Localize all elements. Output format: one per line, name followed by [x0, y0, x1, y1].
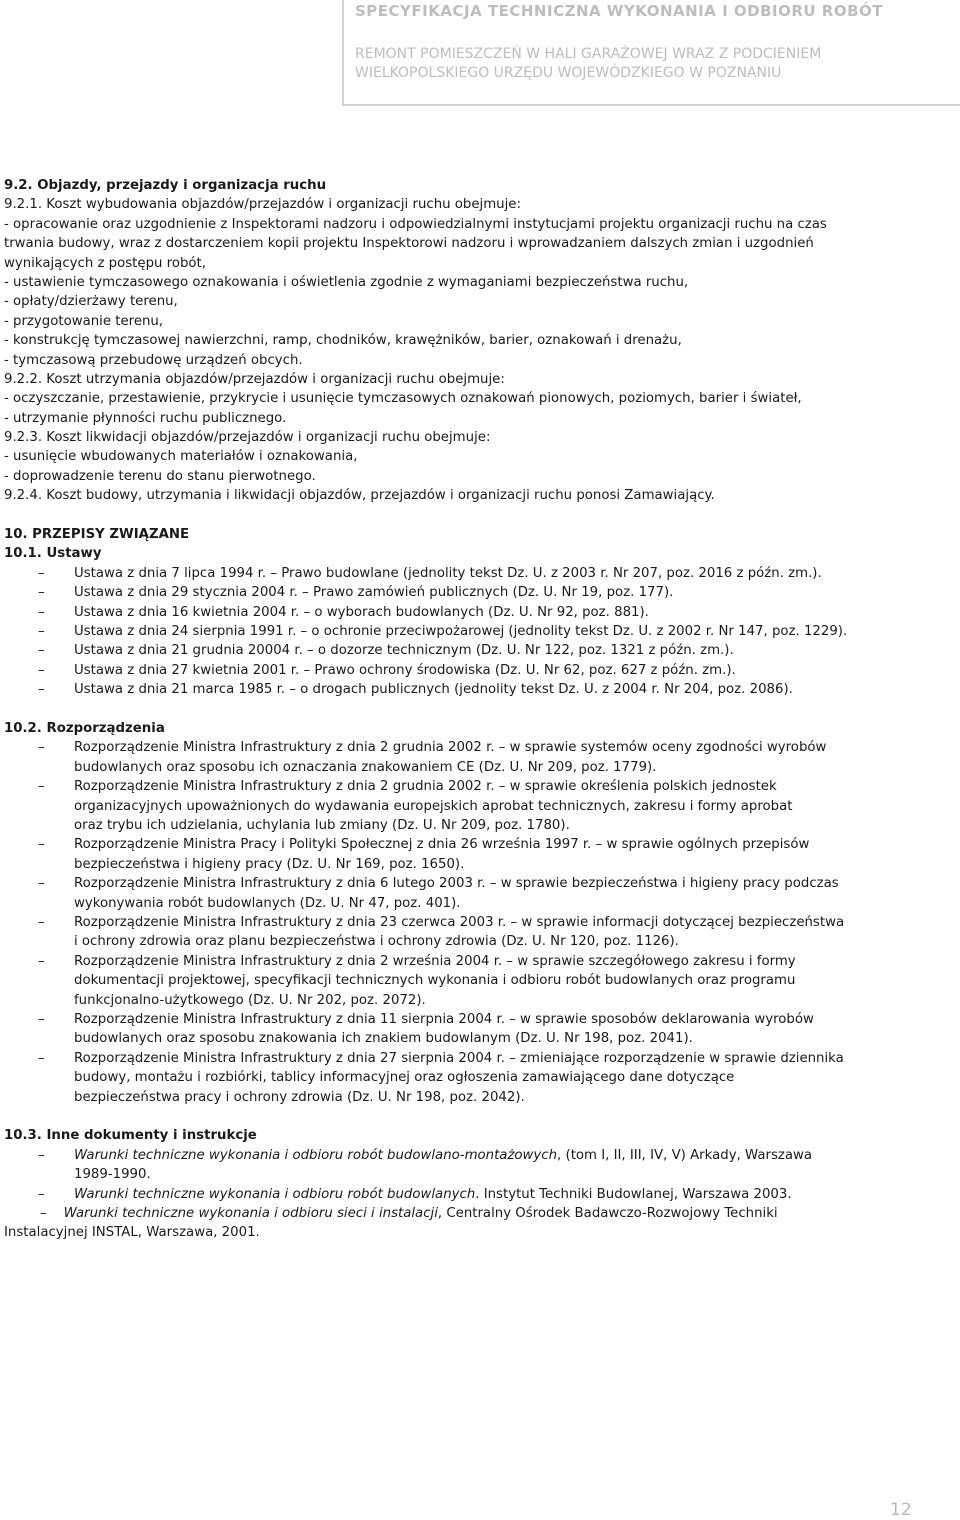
- subsection-heading-inne: 10.3. Inne dokumenty i instrukcje: [4, 1128, 257, 1144]
- list-item: – Ustawa z dnia 27 kwietnia 2001 r. – Prawo ochrony środowiska (Dz. U. Nr 62, poz. 627 z późn. zm.).: [38, 662, 736, 678]
- list-item: – Ustawa z dnia 21 marca 1985 r. – o drogach publicznych (jednolity tekst Dz. U. z 2004 r. Nr 204, poz. 2086).: [38, 682, 793, 698]
- list-item: – Rozporządzenie Ministra Infrastruktury z dnia 6 lutego 2003 r. – w sprawie bezpieczeństwa i higieny pracy podczas wykonywania robót budowlanych (Dz. U. Nr 47, poz. 401).: [38, 876, 839, 911]
- header-divider-vertical: [342, 0, 344, 106]
- list-item: – Rozporządzenie Ministra Infrastruktury z dnia 2 grudnia 2002 r. – w sprawie systemów oceny zgodności wyrobów budowlanych oraz sposobu ich oznaczania znakowaniem CE (Dz. U. Nr 209, poz. 1779).: [38, 740, 827, 775]
- header-divider: [342, 104, 960, 106]
- paragraph-line: - oczyszczanie, przestawienie, przykrycie i usunięcie tymczasowych oznakowań pionowych, poziomych, barier i świateł,: [4, 391, 802, 407]
- list-item: – Warunki techniczne wykonania i odbioru sieci i instalacji, Centralny Ośrodek Badawczo-Rozwojowy Techniki Instalacyjnej INSTAL, Warszawa, 2001.: [4, 1206, 778, 1241]
- paragraph-line: - przygotowanie terenu,: [4, 313, 164, 329]
- paragraph-line: - opracowanie oraz uzgodnienie z Inspektorami nadzoru i odpowiedzialnymi instytucjami projektu organizacji ruchu na czas: [4, 216, 827, 232]
- subsection-heading-rozporzadzenia: 10.2. Rozporządzenia: [4, 720, 165, 736]
- paragraph-line: - utrzymanie płynności ruchu publicznego.: [4, 410, 287, 426]
- paragraph-line: - konstrukcję tymczasowej nawierzchni, ramp, chodników, krawężników, barier, oznakowań i drenażu,: [4, 333, 682, 349]
- paragraph-line: trwania budowy, wraz z dostarczeniem kopii projektu Inspektorowi nadzoru i wprowadzaniem dalszych zmian i uzgodnień: [4, 236, 814, 252]
- document-subtitle-line1: REMONT POMIESZCZEŃ W HALI GARAŻOWEJ WRAZ Z PODCIENIEM: [355, 46, 822, 62]
- page-number: 12: [890, 1500, 912, 1520]
- document-body: [4, 176, 944, 1243]
- paragraph-line: - tymczasową przebudowę urządzeń obcych.: [4, 352, 303, 368]
- list-item: – Warunki techniczne wykonania i odbioru robót budowlano-montażowych, (tom I, II, III, IV, V) Arkady, Warszawa 1989-1990.: [38, 1147, 813, 1183]
- section-heading-9-2: 9.2. Objazdy, przejazdy i organizacja ruchu: [4, 178, 327, 193]
- list-item: – Rozporządzenie Ministra Infrastruktury z dnia 27 sierpnia 2004 r. – zmieniające rozporządzenie w sprawie dziennika budowy, montażu i rozbiórki, tablicy informacyjnej oraz ogłoszenia zamawiającego dane dotyczące bezpieczeństwa pracy i ochrony zdrowia (Dz. U. Nr 198, poz. 2042).: [38, 1050, 844, 1105]
- list-item: – Rozporządzenie Ministra Infrastruktury z dnia 23 czerwca 2003 r. – w sprawie informacji dotyczącej bezpieczeństwa i ochrony zdrowia oraz planu bezpieczeństwa i ochrony zdrowia (Dz. U. Nr 120, poz. 1126).: [38, 914, 845, 950]
- document-subtitle-line2: WIELKOPOLSKIEGO URZĘDU WOJEWÓDZKIEGO W POZNANIU: [355, 65, 782, 81]
- list-item: – Ustawa z dnia 29 stycznia 2004 r. – Prawo zamówień publicznych (Dz. U. Nr 19, poz. 177).: [38, 585, 674, 601]
- paragraph-line: 9.2.1. Koszt wybudowania objazdów/przejazdów i organizacji ruchu obejmuje:: [4, 197, 521, 213]
- list-item: – Rozporządzenie Ministra Infrastruktury z dnia 2 grudnia 2002 r. – w sprawie określenia polskich jednostek organizacyjnych upoważnionych do wydawania europejskich aprobat technicznych, zakresu i formy aprobat oraz trybu ich udzielania, uchylania lub zmiany (Dz. U. Nr 209, poz. 1780).: [38, 779, 793, 833]
- document-title: SPECYFIKACJA TECHNICZNA WYKONANIA I ODBIORU ROBÓT: [355, 2, 884, 20]
- subsection-heading-ustawy: 10.1. Ustawy: [4, 546, 102, 562]
- paragraph-line: - doprowadzenie terenu do stanu pierwotnego.: [4, 468, 316, 484]
- paragraph-line: 9.2.2. Koszt utrzymania objazdów/przejazdów i organizacji ruchu obejmuje:: [4, 371, 505, 387]
- list-item: – Warunki techniczne wykonania i odbioru robót budowlanych. Instytut Techniki Budowlanej, Warszawa 2003.: [38, 1186, 792, 1202]
- paragraph-line: wynikających z postępu robót,: [4, 255, 206, 271]
- list-item: – Rozporządzenie Ministra Infrastruktury z dnia 2 września 2004 r. – w sprawie szczegółowego zakresu i formy dokumentacji projektowej, specyfikacji technicznych wykonania i odbioru robót budowlanych oraz programu funkcjonalno-użytkowego (Dz. U. Nr 202, poz. 2072).: [38, 953, 796, 1008]
- paragraph-line: - ustawienie tymczasowego oznakowania i oświetlenia zgodnie z wymaganiami bezpieczeństwa ruchu,: [4, 274, 689, 290]
- list-item: – Rozporządzenie Ministra Pracy i Polityki Społecznej z dnia 26 września 1997 r. – w sprawie ogólnych przepisów bezpieczeństwa i higieny pracy (Dz. U. Nr 169, poz. 1650).: [38, 837, 810, 872]
- list-item: – Rozporządzenie Ministra Infrastruktury z dnia 11 sierpnia 2004 r. – w sprawie sposobów deklarowania wyrobów budowlanych oraz sposobu znakowania ich znakiem budowlanym (Dz. U. Nr 198, poz. 2041).: [38, 1012, 814, 1047]
- paragraph-line: 9.2.3. Koszt likwidacji objazdów/przejazdów i organizacji ruchu obejmuje:: [4, 430, 491, 446]
- paragraph-line: - usunięcie wbudowanych materiałów i oznakowania,: [4, 449, 358, 465]
- list-item: – Ustawa z dnia 7 lipca 1994 r. – Prawo budowlane (jednolity tekst Dz. U. z 2003 r. Nr 207, poz. 2016 z późn. zm.).: [38, 565, 822, 581]
- section-heading-10: 10. PRZEPISY ZWIĄZANE: [4, 527, 190, 543]
- paragraph-line: - opłaty/dzierżawy terenu,: [4, 294, 178, 310]
- list-item: – Ustawa z dnia 24 sierpnia 1991 r. – o ochronie przeciwpożarowej (jednolity tekst Dz. U. z 2002 r. Nr 147, poz. 1229).: [38, 623, 848, 639]
- list-item: – Ustawa z dnia 21 grudnia 20004 r. – o dozorze technicznym (Dz. U. Nr 122, poz. 1321 z późn. zm.).: [38, 643, 734, 659]
- paragraph-line: 9.2.4. Koszt budowy, utrzymania i likwidacji objazdów, przejazdów i organizacji ruchu ponosi Zamawiający.: [4, 488, 715, 504]
- list-item: – Ustawa z dnia 16 kwietnia 2004 r. – o wyborach budowlanych (Dz. U. Nr 92, poz. 881).: [38, 604, 649, 620]
